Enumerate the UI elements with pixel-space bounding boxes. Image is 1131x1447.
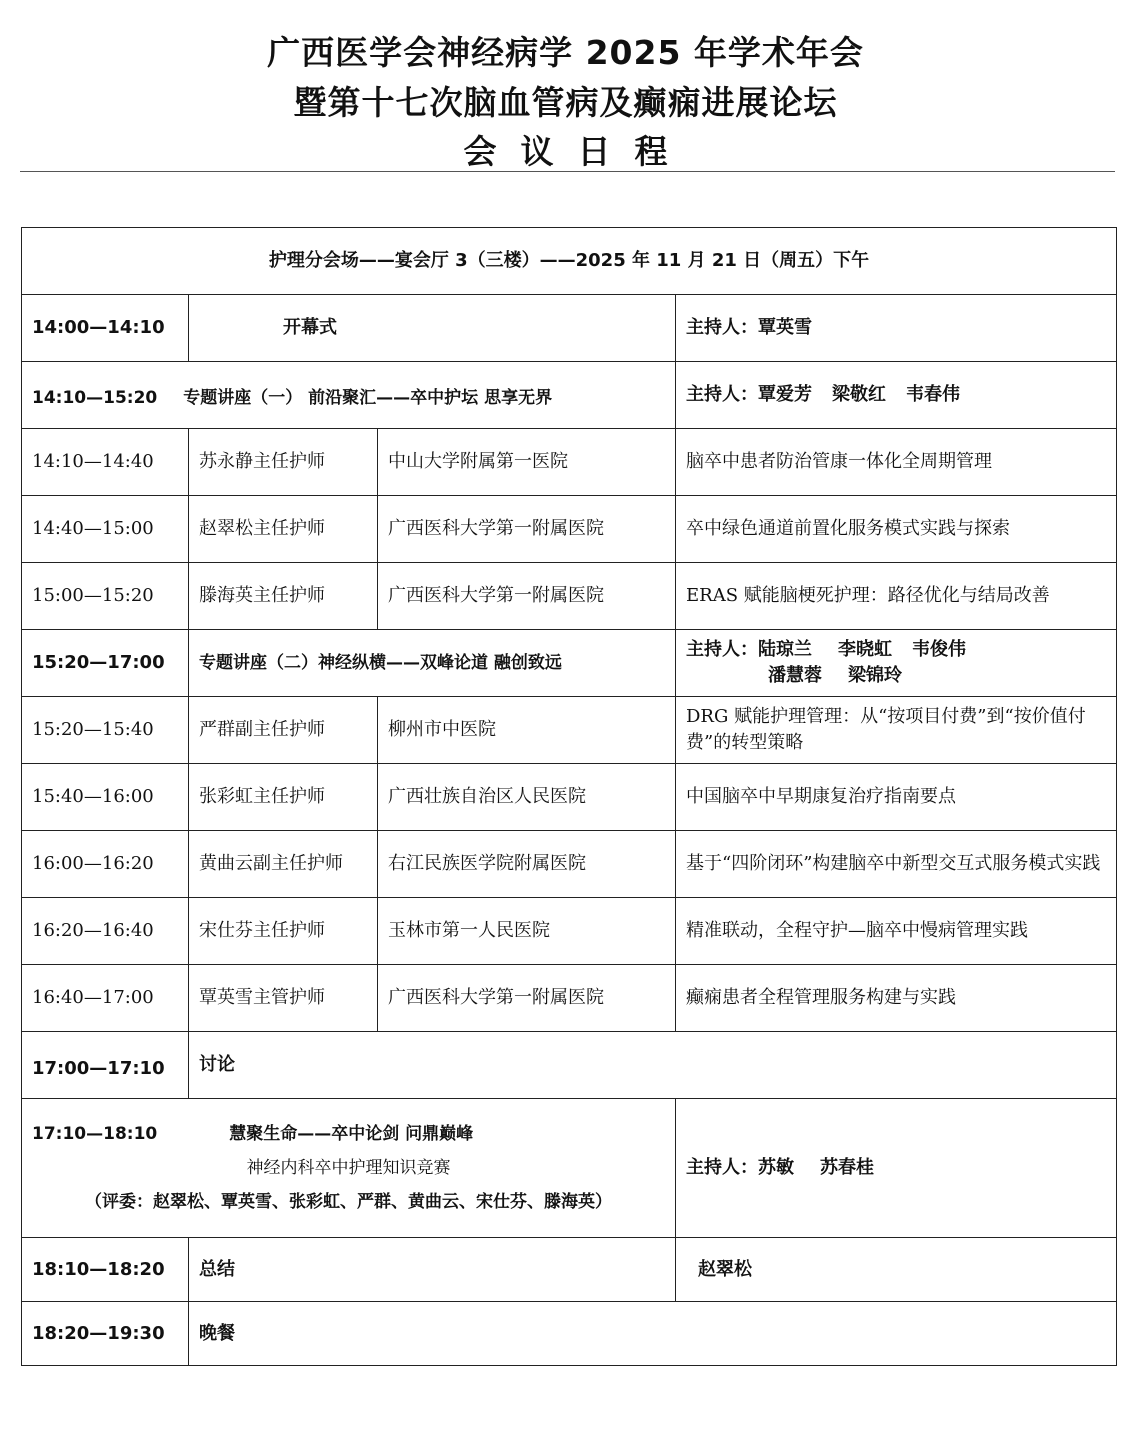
table-row (22, 898, 1117, 965)
talk-speaker: 黄曲云副主任护师 (189, 831, 378, 898)
table-row (22, 831, 1117, 898)
competition-title: 慧聚生命——卒中论剑 问鼎巅峰 (229, 1124, 474, 1144)
discussion-row (22, 1032, 1117, 1099)
talk-topic: 中国脑卒中早期康复治疗指南要点 (676, 764, 1117, 831)
talk-topic: 基于“四阶闭环”构建脑卒中新型交互式服务模式实践 (676, 831, 1117, 898)
talk-speaker: 苏永静主任护师 (189, 429, 378, 496)
talk-speaker: 赵翠松主任护师 (189, 496, 378, 563)
opening-host: 主持人：覃英雪 (676, 295, 1117, 362)
session2-host-1: 陆琼兰 (758, 639, 812, 660)
session2-hosts (676, 630, 1117, 697)
summary-time: 18:10—18:20 (22, 1238, 189, 1302)
dinner-time: 18:20—19:30 (22, 1302, 189, 1366)
talk-topic: DRG 赋能护理管理：从“按项目付费”到“按价值付费”的转型策略 (676, 697, 1117, 764)
discussion-label: 讨论 (189, 1032, 1117, 1099)
table-row (22, 563, 1117, 630)
talk-topic: ERAS 赋能脑梗死护理：路径优化与结局改善 (676, 563, 1117, 630)
title-line-3: 会议日程 (463, 132, 692, 171)
table-row (22, 496, 1117, 563)
session1-host-1: 覃爱芳 (758, 384, 812, 405)
session2-host-3: 韦俊伟 (912, 639, 966, 660)
session2-time: 15:20—17:00 (22, 630, 189, 697)
session1-hosts (676, 362, 1117, 429)
session1-host-2: 梁敬红 (832, 384, 886, 405)
talk-speaker: 严群副主任护师 (189, 697, 378, 764)
title-line-2: 暨第十七次脑血管病及癫痫进展论坛 (293, 83, 838, 122)
session1-time: 14:10—15:20 (32, 388, 158, 408)
session1-host-label: 主持人： (686, 384, 758, 405)
summary-person: 赵翠松 (676, 1238, 1117, 1302)
competition-row (22, 1099, 1117, 1238)
session1-header-row (22, 362, 1117, 429)
talk-time: 15:20—15:40 (22, 697, 189, 764)
talk-time: 16:00—16:20 (22, 831, 189, 898)
talk-speaker: 滕海英主任护师 (189, 563, 378, 630)
talk-speaker: 覃英雪主管护师 (189, 965, 378, 1032)
summary-row (22, 1238, 1117, 1302)
opening-row (22, 295, 1117, 362)
talk-org: 广西医科大学第一附属医院 (378, 563, 676, 630)
venue-banner: 护理分会场——宴会厅 3（三楼）——2025 年 11 月 21 日（周五）下午 (22, 228, 1117, 295)
talk-org: 右江民族医学院附属医院 (378, 831, 676, 898)
title-line-1: 广西医学会神经病学 2025 年学术年会 (267, 33, 864, 72)
summary-label: 总结 (189, 1238, 676, 1302)
talk-time: 14:40—15:00 (22, 496, 189, 563)
talk-topic: 脑卒中患者防治管康一体化全周期管理 (676, 429, 1117, 496)
session1-header (22, 362, 676, 429)
session2-host-2: 李晓虹 (838, 639, 892, 660)
header-divider (20, 171, 1115, 172)
talk-org: 玉林市第一人民医院 (378, 898, 676, 965)
opening-label: 开幕式 (189, 295, 676, 362)
session2-host-5: 梁锦玲 (848, 665, 902, 686)
talk-org: 中山大学附属第一医院 (378, 429, 676, 496)
table-row (22, 965, 1117, 1032)
talk-time: 14:10—14:40 (22, 429, 189, 496)
competition-cell (22, 1099, 676, 1238)
session1-host-3: 韦春伟 (906, 384, 960, 405)
document-header (0, 28, 1131, 176)
talk-speaker: 张彩虹主任护师 (189, 764, 378, 831)
talk-speaker: 宋仕芬主任护师 (189, 898, 378, 965)
table-row (22, 429, 1117, 496)
session2-header-row (22, 630, 1117, 697)
dinner-row (22, 1302, 1117, 1366)
talk-org: 广西医科大学第一附属医院 (378, 965, 676, 1032)
banner-row (22, 228, 1117, 295)
competition-block (32, 1117, 665, 1219)
talk-org: 广西壮族自治区人民医院 (378, 764, 676, 831)
talk-topic: 癫痫患者全程管理服务构建与实践 (676, 965, 1117, 1032)
schedule-table (21, 227, 1117, 1366)
talk-org: 广西医科大学第一附属医院 (378, 496, 676, 563)
table-row (22, 697, 1117, 764)
talk-time: 15:40—16:00 (22, 764, 189, 831)
talk-topic: 精准联动，全程守护—脑卒中慢病管理实践 (676, 898, 1117, 965)
discussion-time: 17:00—17:10 (22, 1032, 189, 1099)
competition-time: 17:10—18:10 (32, 1124, 158, 1144)
session2-title: 专题讲座（二）神经纵横——双峰论道 融创致远 (189, 630, 676, 697)
competition-subtitle: 神经内科卒中护理知识竞赛 (246, 1158, 451, 1178)
competition-hosts (676, 1099, 1117, 1238)
dinner-label: 晚餐 (189, 1302, 1117, 1366)
session1-title: 专题讲座（一） 前沿聚汇——卒中护坛 思享无界 (183, 388, 553, 408)
talk-time: 16:40—17:00 (22, 965, 189, 1032)
talk-org: 柳州市中医院 (378, 697, 676, 764)
talk-topic: 卒中绿色通道前置化服务模式实践与探索 (676, 496, 1117, 563)
competition-host-label: 主持人： (686, 1157, 758, 1178)
competition-host-1: 苏敏 (758, 1157, 794, 1178)
opening-time: 14:00—14:10 (22, 295, 189, 362)
table-row (22, 764, 1117, 831)
session2-host-4: 潘慧蓉 (768, 665, 822, 686)
competition-host-2: 苏春桂 (820, 1157, 874, 1178)
competition-judges: （评委：赵翠松、覃英雪、张彩虹、严群、黄曲云、宋仕芬、滕海英） (85, 1192, 612, 1212)
talk-time: 15:00—15:20 (22, 563, 189, 630)
talk-time: 16:20—16:40 (22, 898, 189, 965)
session2-host-label: 主持人： (686, 639, 758, 660)
